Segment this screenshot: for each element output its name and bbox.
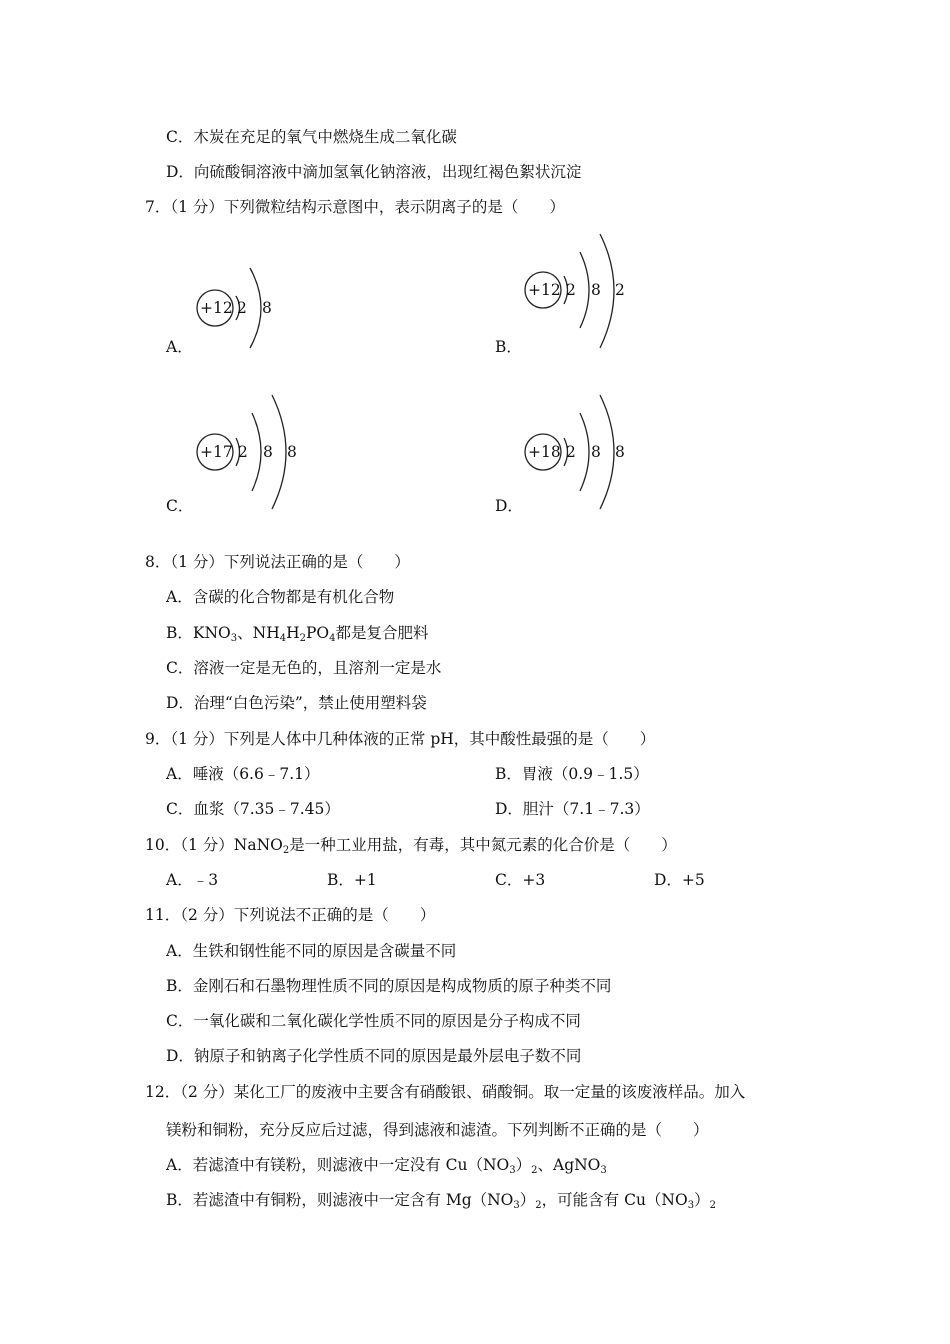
text: 是一种工业用盐，有毒，其中氮元素的化合价是（ ）	[289, 836, 677, 854]
shell-electrons: 2	[566, 443, 576, 461]
option-7c-label: C．	[166, 497, 194, 515]
question-10	[145, 835, 677, 861]
option-9c: C．血浆（7.35﹣7.45）	[166, 800, 340, 818]
option-8d: D．治理“白色污染”，禁止使用塑料袋	[166, 694, 427, 712]
text: B．若滤渣中有铜粉，则滤液中一定含有 Mg（NO	[166, 1191, 514, 1209]
option-9d: D．胆汁（7.1﹣7.3）	[495, 800, 650, 818]
option-8c: C．溶液一定是无色的，且溶剂一定是水	[166, 659, 442, 677]
question-9: 9．（1 分）下列是人体中几种体液的正常 pH，其中酸性最强的是（ ）	[145, 730, 656, 748]
subscript: 4	[329, 633, 336, 644]
shell-electrons: 2	[566, 281, 576, 299]
option-10d: D．+5	[654, 871, 705, 889]
shell-electrons: 8	[591, 281, 601, 299]
atom-diagram-c	[190, 393, 310, 517]
text: B．KNO	[166, 624, 231, 642]
option-11a: A．生铁和钢性能不同的原因是含碳量不同	[166, 942, 457, 960]
nucleus-charge: +12	[528, 281, 561, 299]
text: A．若滤渣中有镁粉，则滤液中一定没有 Cu（NO	[166, 1156, 510, 1174]
text: 、NH	[237, 624, 280, 642]
shell-electrons: 8	[263, 443, 273, 461]
text: PO	[306, 624, 330, 642]
subscript: 3	[509, 1165, 516, 1176]
option-8a: A．含碳的化合物都是有机化合物	[166, 588, 395, 606]
option-11d: D．钠原子和钠离子化学性质不同的原因是最外层电子数不同	[166, 1047, 582, 1065]
nucleus-charge: +12	[200, 299, 233, 317]
option-8b	[166, 623, 429, 649]
question-11: 11．（2 分）下列说法不正确的是（ ）	[145, 906, 436, 924]
subscript: 2	[299, 633, 306, 644]
shell-electrons: 2	[238, 443, 248, 461]
shell-electrons: 8	[287, 443, 297, 461]
atom-diagram-a	[190, 262, 290, 356]
shell-electrons: 8	[591, 443, 601, 461]
nucleus-charge: +18	[528, 443, 561, 461]
option-11c: C．一氧化碳和二氧化碳化学性质不同的原因是分子构成不同	[166, 1012, 581, 1030]
option-10b: B．+1	[327, 871, 377, 889]
option-7b-label: B．	[495, 338, 522, 356]
subscript: 3	[687, 1200, 695, 1211]
option-10c: C．+3	[495, 871, 546, 889]
nucleus-charge: +17	[200, 443, 233, 461]
shell-electrons: 2	[615, 281, 625, 299]
subscript: 3	[600, 1165, 607, 1176]
text: 、AgNO	[537, 1156, 601, 1174]
question-12-line2: 镁粉和铜粉，充分反应后过滤，得到滤液和滤渣。下列判断不正确的是（ ）	[166, 1121, 709, 1139]
option-6d: D．向硫酸铜溶液中滴加氢氧化钠溶液，出现红褐色絮状沉淀	[166, 163, 582, 181]
shell-electrons: 2	[237, 299, 247, 317]
option-11b: B．金刚石和石墨物理性质不同的原因是构成物质的原子种类不同	[166, 977, 612, 995]
question-12-line1: 12．（2 分）某化工厂的废液中主要含有硝酸银、硝酸铜。取一定量的该废液样品。加入	[145, 1083, 746, 1101]
subscript: 2	[282, 845, 290, 856]
subscript: 4	[279, 633, 287, 644]
text: 10．（1 分）NaNO	[145, 836, 283, 854]
question-7: 7．（1 分）下列微粒结构示意图中，表示阴离子的是（ ）	[145, 198, 565, 216]
text: ，可能含有 Cu（NO	[541, 1191, 688, 1209]
option-7a-label: A．	[166, 338, 193, 356]
text: 都是复合肥料	[335, 624, 429, 642]
subscript: 2	[709, 1200, 716, 1211]
option-7d-label: D．	[495, 497, 523, 515]
option-6c: C．木炭在充足的氧气中燃烧生成二氧化碳	[166, 128, 457, 146]
option-9b: B．胃液（0.9﹣1.5）	[495, 765, 649, 783]
shell-electrons: 8	[262, 299, 272, 317]
subscript: 2	[535, 1200, 542, 1211]
option-12a	[166, 1155, 607, 1181]
text: ）	[515, 1156, 532, 1174]
subscript: 2	[531, 1165, 538, 1176]
subscript: 3	[513, 1200, 520, 1211]
text: ）	[694, 1191, 710, 1209]
text: ）	[519, 1191, 536, 1209]
shell-electrons: 8	[615, 443, 625, 461]
atom-diagram-b	[518, 232, 638, 356]
text: H	[286, 624, 300, 642]
atom-diagram-d	[518, 393, 638, 517]
option-12b	[166, 1190, 716, 1216]
question-8: 8．（1 分）下列说法正确的是（ ）	[145, 553, 410, 571]
option-9a: A．唾液（6.6﹣7.1）	[166, 765, 320, 783]
option-10a: A．﹣3	[166, 871, 219, 889]
subscript: 3	[230, 633, 238, 644]
